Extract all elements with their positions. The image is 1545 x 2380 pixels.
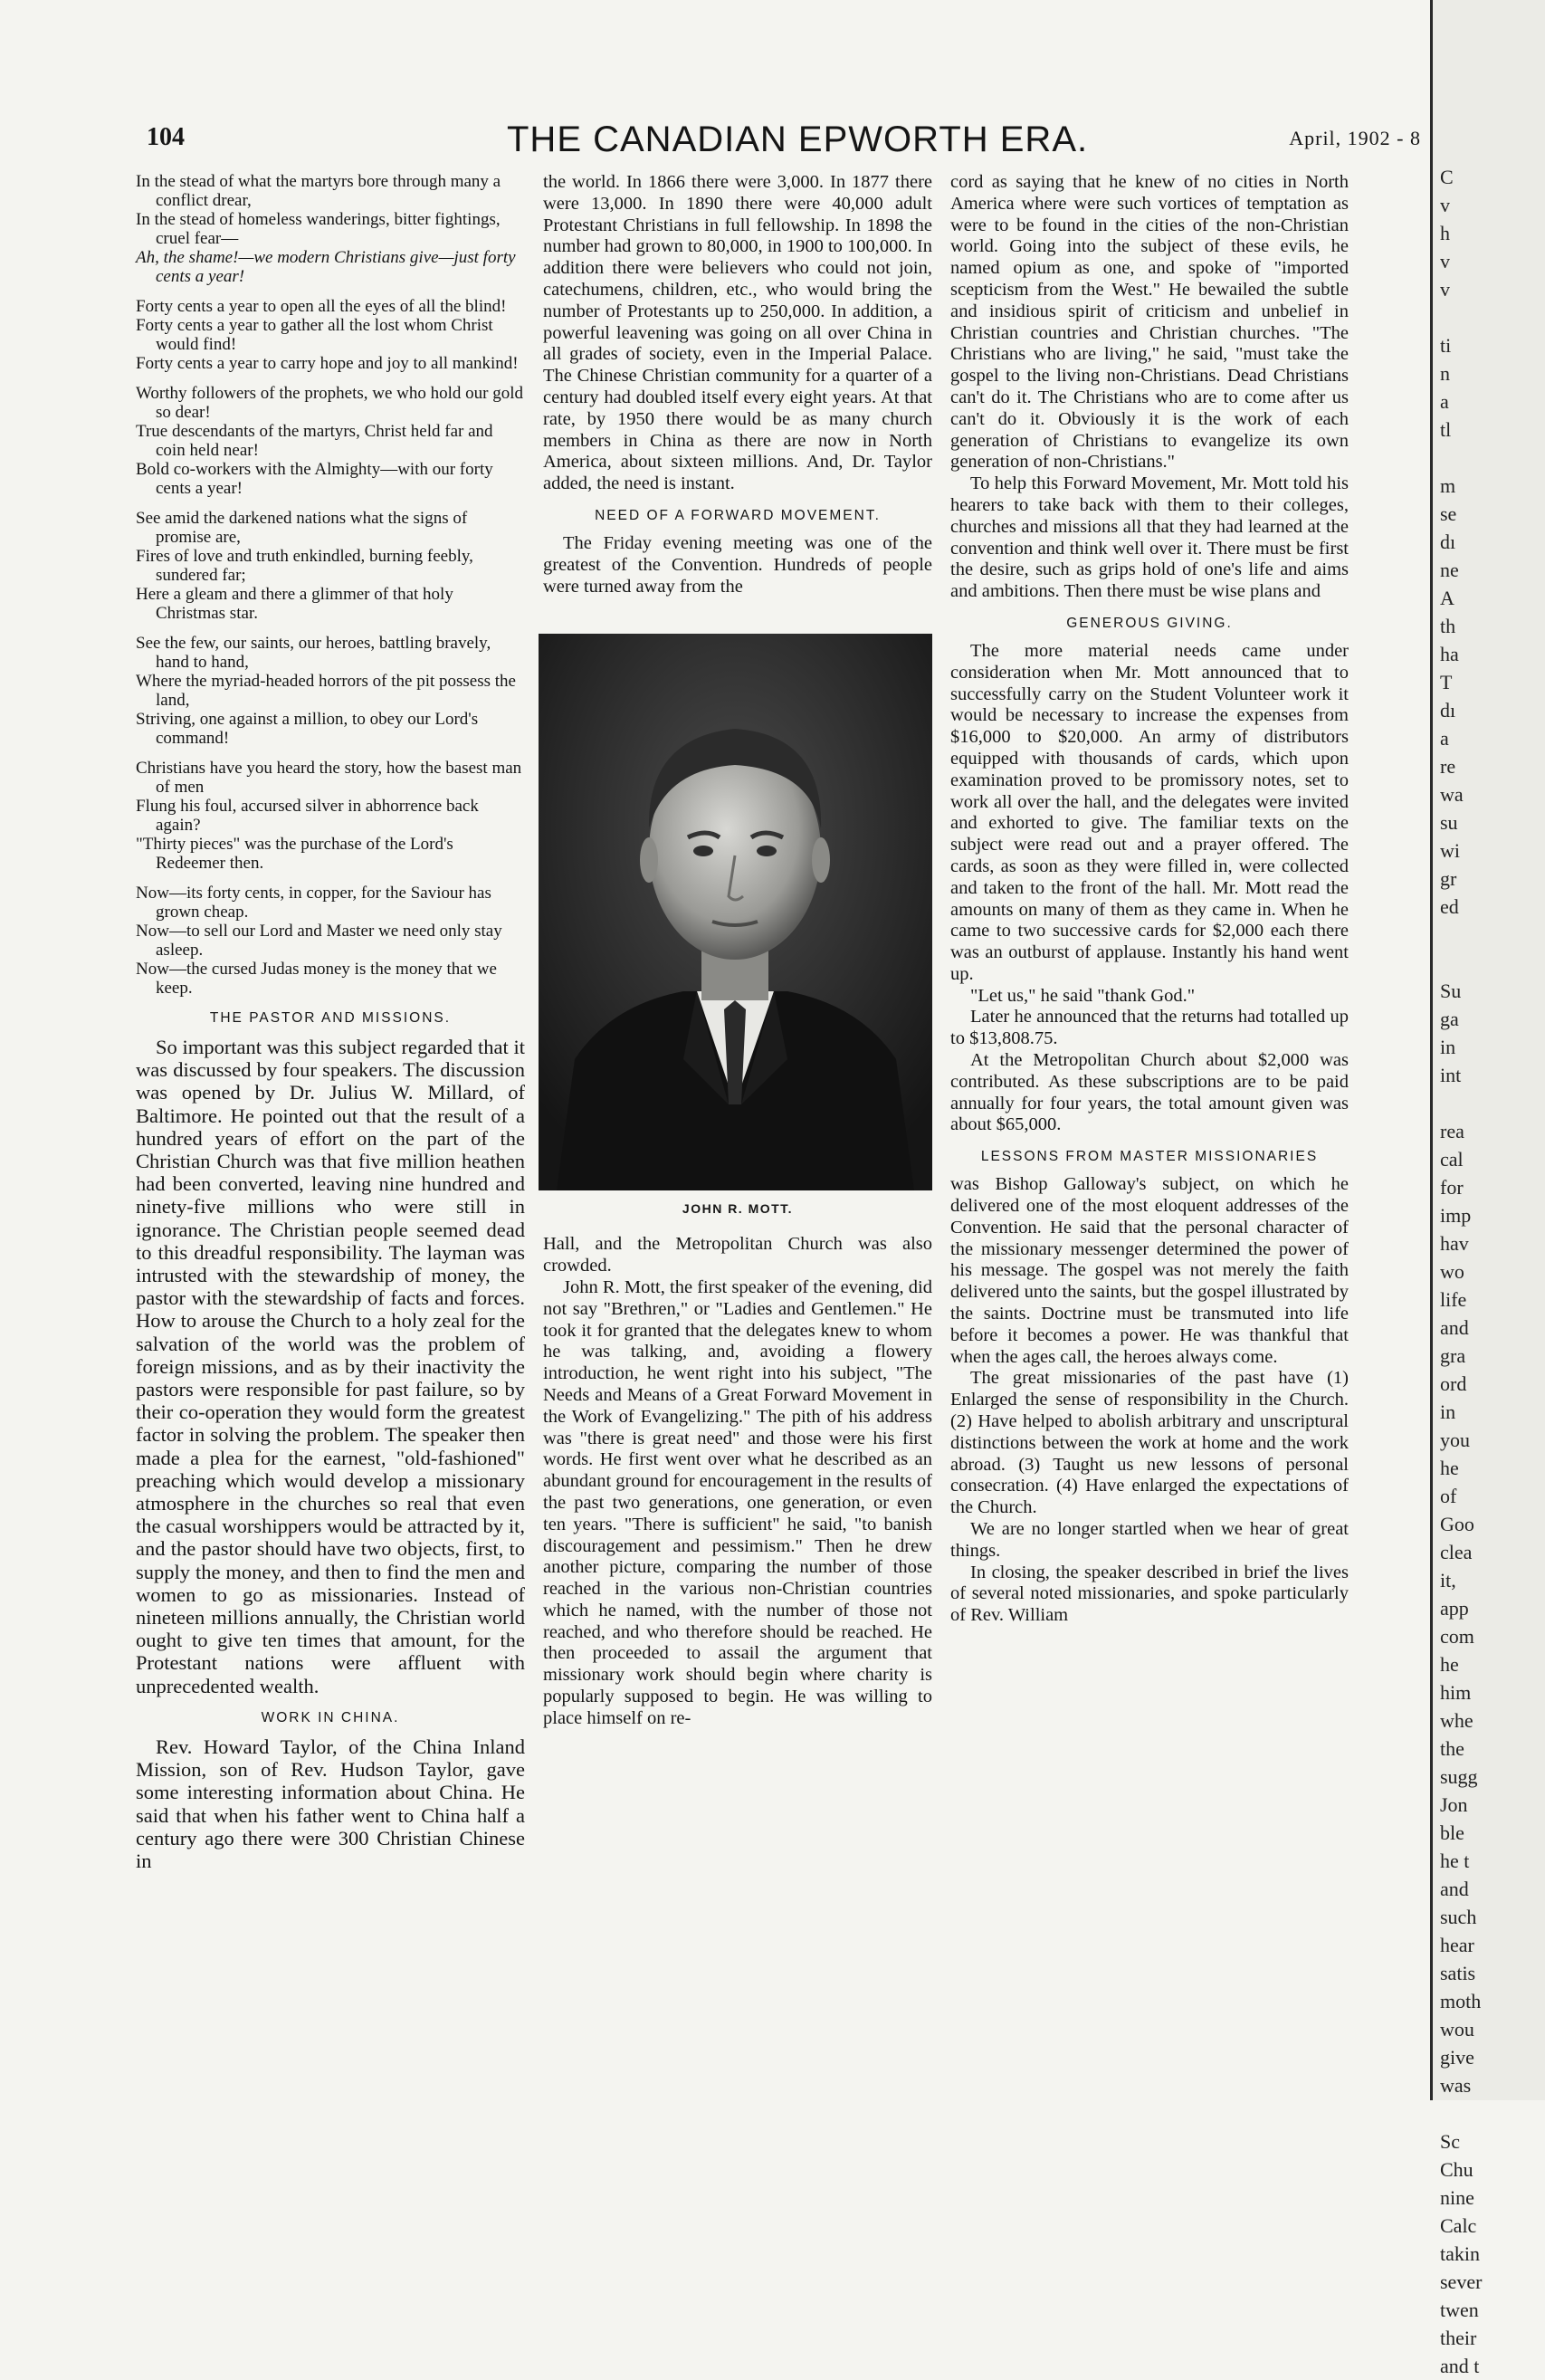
section-heading-china: WORK IN CHINA.	[261, 1709, 400, 1725]
adjacent-text-fragment: he	[1440, 1457, 1459, 1479]
adjacent-text-fragment: re	[1440, 755, 1456, 778]
page-header	[136, 112, 1421, 167]
adjacent-text-fragment: whe	[1440, 1709, 1473, 1732]
adjacent-text-fragment: app	[1440, 1597, 1469, 1620]
adjacent-text-fragment	[1433, 921, 1545, 949]
adjacent-text-fragment: m	[1440, 474, 1456, 497]
portrait-figure	[539, 634, 932, 1190]
adjacent-text-fragment: dı	[1440, 530, 1456, 553]
poem-line: See the few, our saints, our heroes, battling bravely, hand to hand,	[136, 634, 491, 672]
adjacent-text-fragment: gr	[1440, 867, 1457, 890]
adjacent-text-fragment: Sc	[1440, 2130, 1460, 2153]
adjacent-text-fragment: was	[1440, 2074, 1472, 2097]
adjacent-text-fragment: T	[1440, 671, 1453, 693]
lessons-paragraph-2: The great missionaries of the past have (1) Enlarged the sense of responsibility in the Church. (2) Have helped to abolish arbitrary and unscriptural distinctions between the work at home and the work abroad. (3) Taught us new lessons of personal consecration. (4) Have enlarged the expectations of the Church.	[950, 1368, 1349, 1518]
adjacent-text-fragment: se	[1440, 502, 1457, 525]
poem-line: Now—its forty cents, in copper, for the Saviour has grown cheap.	[136, 884, 491, 922]
adjacent-text-fragment: wo	[1440, 1260, 1464, 1283]
poem-line: "Thirty pieces" was the purchase of the Lord's Redeemer then.	[136, 835, 453, 873]
photo-caption: JOHN R. MOTT.	[682, 1201, 794, 1217]
adjacent-text-fragment: sever	[1440, 2270, 1483, 2293]
adjacent-page-fragments	[1433, 0, 1545, 2380]
adjacent-text-fragment: clea	[1440, 1541, 1473, 1563]
mott-paragraph: John R. Mott, the first speaker of the evening, did not say "Brethren," or "Ladies and Gentlemen." He took it for granted that the delegates knew to whom he was talking, and, avoiding a flowery introduction, he went right into his subject, "The Needs and Means of a Great Forward Movement in the Work of Evangelizing." The pith of his address was "there is great need" and those were his first words. He first went over what he described as an abundant ground for encouragement in the results of the past two generations, one generation, or even ten years. "There is sufficient" he said, "to banish discouragement and pessimism." Then he drew another picture, comparing the number of those reached in the various non-Christian countries which he named, with the number of those not reached, and who therefore should be reached. He then proceeded to assail the argument that missionary work should begin where charity is popularly supposed to begin. He was willing to place himself on re-	[543, 1276, 932, 1728]
adjacent-text-fragment: ti	[1440, 334, 1452, 357]
adjacent-text-fragment: su	[1440, 811, 1458, 834]
adjacent-text-fragment: int	[1440, 1064, 1462, 1086]
forward-help-paragraph: To help this Forward Movement, Mr. Mott told his hearers to take back with them to their colleges, churches and missions all that they had learned at the convention and think well over it. There must be first the desire, such as grips hold of one's life and aims and ambitions. Then there must be wise plans and	[950, 473, 1349, 602]
section-heading-giving: GENEROUS GIVING.	[1066, 615, 1233, 631]
adjacent-text-fragment: com	[1440, 1625, 1474, 1648]
adjacent-text-fragment: and t	[1440, 2355, 1480, 2377]
adjacent-text-fragment: such	[1440, 1906, 1477, 1928]
adjacent-text-fragment: ga	[1440, 1008, 1459, 1030]
issue-date: April, 1902 - 8	[1289, 127, 1421, 149]
column-two	[543, 172, 932, 1730]
poem-line: Now—the cursed Judas money is the money that we keep.	[136, 960, 497, 998]
adjacent-text-fragment: Goo	[1440, 1513, 1474, 1535]
poem-line: Now—to sell our Lord and Master we need only stay asleep.	[136, 922, 502, 960]
journal-title: THE CANADIAN EPWORTH ERA.	[507, 119, 1089, 159]
section-heading-lessons: LESSONS FROM MASTER MISSIONARIES	[980, 1149, 1319, 1165]
poem-line: In the stead of what the martyrs bore through many a conflict drear,	[136, 172, 501, 210]
poem-line: Forty cents a year to open all the eyes of all the blind!	[136, 297, 507, 316]
poem-stanza	[136, 509, 525, 623]
adjacent-text-fragment: wi	[1440, 839, 1460, 862]
poem-stanza	[136, 759, 525, 873]
adjacent-text-fragment: Chu	[1440, 2158, 1473, 2181]
adjacent-text-fragment: v	[1440, 250, 1450, 272]
poem-line: Forty cents a year to carry hope and joy to all mankind!	[136, 354, 519, 373]
adjacent-text-fragment: Su	[1440, 980, 1462, 1002]
page-number: 104	[147, 123, 185, 151]
adjacent-text-fragment: ord	[1440, 1372, 1467, 1395]
column-one	[136, 172, 525, 1872]
poem-stanza	[136, 172, 525, 286]
adjacent-text-fragment: their	[1440, 2327, 1477, 2349]
adjacent-text-fragment: dı	[1440, 699, 1456, 722]
adjacent-text-fragment: and	[1440, 1316, 1469, 1339]
adjacent-text-fragment: you	[1440, 1429, 1470, 1451]
adjacent-text-fragment: th	[1440, 615, 1456, 637]
poem-line: Here a gleam and there a glimmer of that holy Christmas star.	[136, 585, 453, 623]
adjacent-text-fragment: satis	[1440, 1962, 1476, 1984]
poem-stanza	[136, 384, 525, 498]
lessons-paragraph-4: In closing, the speaker described in brief the lives of several noted missionaries, and spoke particularly of Rev. William	[950, 1562, 1349, 1626]
adjacent-text-fragment: Calc	[1440, 2214, 1477, 2237]
adjacent-text-fragment: for	[1440, 1176, 1464, 1199]
adjacent-text-fragment: hav	[1440, 1232, 1469, 1255]
lessons-paragraph-1: was Bishop Galloway's subject, on which he delivered one of the most eloquent addresses of the Convention. He said that the personal character of the missionary messenger determined the power of his message. The gospel was not merely the faith delivered unto the saints, but the gospel illustrated by the saints. Doctrine must be transmuted into life before it becomes a power. He was thankful that when the ages call, the heroes always come.	[950, 1174, 1349, 1367]
adjacent-page-edge	[1430, 0, 1545, 2377]
adjacent-text-fragment: in	[1440, 1400, 1456, 1423]
section-heading-forward: NEED OF A FORWARD MOVEMENT.	[595, 507, 881, 523]
poem-line: Striving, one against a million, to obey our Lord's command!	[136, 710, 479, 748]
adjacent-text-fragment: A	[1440, 587, 1454, 609]
poem-line: Flung his foul, accursed silver in abhorrence back again?	[136, 797, 479, 835]
adjacent-text-fragment: ble	[1440, 1821, 1464, 1844]
poem-line: Ah, the shame!—we modern Christians give—just forty cents a year!	[136, 248, 516, 286]
adjacent-text-fragment: sugg	[1440, 1765, 1478, 1788]
adjacent-text-fragment	[1433, 2099, 1545, 2127]
adjacent-text-fragment	[1433, 444, 1545, 472]
poem-line: Christians have you heard the story, how the basest man of men	[136, 759, 522, 797]
poem-line: Forty cents a year to gather all the lost whom Christ would find!	[136, 316, 493, 354]
china-continued-paragraph: the world. In 1866 there were 3,000. In 1877 there were 13,000. In 1890 there were 40,000 adult Protestant Christians in full fellowship. In 1898 the number had grown to 80,000, in 1900 to 100,000. In addition there were believers who could not join, catechumens, children, etc., who would bring the number of Protestants up to 250,000. In addition, a powerful leavening was going on all over China in all grades of society, even in the Imperial Palace. The Chinese Christian community for a quarter of a century had doubled itself every eight years. At that rate, by 1950 there would be as many church members in China as there are now in North America, about sixteen millions. And, Dr. Taylor added, the need is instant.	[543, 172, 932, 494]
forward-continued-paragraph: cord as saying that he knew of no cities in North America where were such vortices of temptation as were to be found in the cities of the non-Christian world. Going into the subject of these evils, he named opium as one, and spoke of "imported scepticism from the West." He bewailed the subtle and insidious spirit of criticism and unbelief in Christian countries and Christian churches. "The Christians who are living," he said, "must take the gospel to the living non-Christians. Dead Christians can't do it. The Christians who are to come after us can't do it. Obviously it is the work of each generation of Christians to evangelize its own generation of non-Christians."	[950, 172, 1349, 473]
adjacent-text-fragment: give	[1440, 2046, 1474, 2069]
adjacent-text-fragment: rea	[1440, 1120, 1464, 1142]
poem-line: See amid the darkened nations what the signs of promise are,	[136, 509, 468, 547]
adjacent-text-fragment: v	[1440, 278, 1450, 301]
lessons-paragraph-3: We are no longer startled when we hear of great things.	[950, 1519, 1349, 1561]
section-heading-pastor: THE PASTOR AND MISSIONS.	[209, 1010, 452, 1026]
adjacent-text-fragment	[1433, 303, 1545, 331]
adjacent-text-fragment: and	[1440, 1878, 1469, 1900]
forward-paragraph-1: The Friday evening meeting was one of the greatest of the Convention. Hundreds of people were turned away from the	[543, 532, 932, 597]
adjacent-text-fragment: v	[1440, 194, 1450, 216]
adjacent-text-fragment: imp	[1440, 1204, 1472, 1227]
poem-stanza	[136, 634, 525, 748]
adjacent-text-fragment: C	[1440, 166, 1454, 188]
adjacent-text-fragment: ne	[1440, 559, 1459, 581]
adjacent-text-fragment: cal	[1440, 1148, 1464, 1171]
adjacent-text-fragment: h	[1440, 222, 1450, 244]
poem	[136, 172, 525, 998]
adjacent-text-fragment	[1433, 1089, 1545, 1117]
giving-paragraph-2: "Let us," he said "thank God."	[970, 985, 1196, 1006]
poem-line: Worthy followers of the prophets, we who hold our gold so dear!	[136, 384, 524, 422]
giving-paragraph-1: The more material needs came under consideration when Mr. Mott announced that to successfully carry on the Student Volunteer work it would be necessary to increase the expenses from $16,000 to $20,000. An army of distributors equipped with thousands of cards, which upon examination proved to be promissory notes, set to work all over the hall, and the delegates were invited and exhorted to give. The familiar texts on the subject were read out and a prayer offered. The cards, as soon as they were filled in, were collected and taken to the front of the hall. Mr. Mott read the amounts on many of them as they came in. When he came to two successive cards for $2,000 each there was an outburst of applause. Instantly his hand went up.	[950, 640, 1349, 984]
adjacent-text-fragment: twen	[1440, 2299, 1479, 2321]
adjacent-text-fragment: life	[1440, 1288, 1467, 1311]
column-three	[950, 172, 1349, 1627]
poem-line: In the stead of homeless wanderings, bitter fightings, cruel fear—	[136, 210, 501, 248]
adjacent-text-fragment: a	[1440, 727, 1449, 750]
adjacent-text-fragment: wou	[1440, 2018, 1474, 2041]
adjacent-text-fragment: ed	[1440, 895, 1459, 918]
adjacent-text-fragment: nine	[1440, 2186, 1474, 2209]
adjacent-text-fragment: of	[1440, 1485, 1457, 1507]
adjacent-text-fragment: n	[1440, 362, 1450, 385]
adjacent-text-fragment: tl	[1440, 418, 1452, 441]
poem-line: True descendants of the martyrs, Christ held far and coin held near!	[136, 422, 493, 460]
forward-paragraph-2: Hall, and the Metropolitan Church was also crowded.	[543, 1234, 932, 1276]
adjacent-text-fragment: the	[1440, 1737, 1464, 1760]
adjacent-text-fragment: wa	[1440, 783, 1464, 806]
pastor-paragraph: So important was this subject regarded that it was discussed by four speakers. The discussion was opened by Dr. Julius W. Millard, of Baltimore. He pointed out that the result of a hundred years of effort on the part of the Christian Church was that five million heathen had been converted, leaving nine hundred and ninety-five millions who were still in ignorance. The Christian people seemed dead to this dreadful responsibility. The layman was intrusted with the stewardship of money, the pastor with the stewardship of facts and forces. How to arouse the Church to a holy zeal for the salvation of the world was the problem of foreign missions, and as by their inactivity the pastors were responsible for past failure, so by their co-operation they would form the greatest factor in solving the problem. The speaker then made a plea for the earnest, "old-fashioned" preaching which would develop a missionary atmosphere in the churches so real that even the casual worshippers would be attracted by it, and the pastor should have two objects, first, to supply the money, and then to find the men and women to go as missionaries. Instead of nineteen millions annually, the Christian world ought to give ten times that amount, for the Protestant nations were affluent with unprecedented wealth.	[136, 1036, 525, 1697]
newspaper-page	[136, 100, 1421, 2082]
giving-paragraph-4: At the Metropolitan Church about $2,000 was contributed. As these subscriptions are to be paid annually for four years, the total amount given was about $65,000.	[950, 1050, 1349, 1135]
china-paragraph: Rev. Howard Taylor, of the China Inland Mission, son of Rev. Hudson Taylor, gave some interesting information about China. He said that when his father went to China half a century ago there were 300 Christian Chinese in	[136, 1735, 525, 1872]
adjacent-text-fragment	[1433, 949, 1545, 977]
poem-line: Where the myriad-headed horrors of the pit possess the land,	[136, 672, 516, 710]
poem-stanza	[136, 297, 525, 373]
poem-stanza	[136, 884, 525, 998]
poem-line: Fires of love and truth enkindled, burning feebly, sundered far;	[136, 547, 473, 585]
adjacent-text-fragment: it,	[1440, 1569, 1456, 1591]
adjacent-text-fragment: hear	[1440, 1934, 1474, 1956]
portrait-photo	[539, 634, 932, 1190]
poem-line: Bold co-workers with the Almighty—with our forty cents a year!	[136, 460, 493, 498]
adjacent-text-fragment: a	[1440, 390, 1449, 413]
adjacent-text-fragment: gra	[1440, 1344, 1466, 1367]
adjacent-text-fragment: moth	[1440, 1990, 1482, 2012]
adjacent-text-fragment: he t	[1440, 1850, 1470, 1872]
adjacent-text-fragment: in	[1440, 1036, 1456, 1058]
adjacent-text-fragment: ha	[1440, 643, 1459, 665]
adjacent-text-fragment: Jon	[1440, 1793, 1468, 1816]
adjacent-text-fragment: him	[1440, 1681, 1472, 1704]
giving-paragraph-3: Later he announced that the returns had totalled up to $13,808.75.	[950, 1007, 1349, 1049]
adjacent-text-fragment: he	[1440, 1653, 1459, 1676]
adjacent-text-fragment: takin	[1440, 2242, 1480, 2265]
